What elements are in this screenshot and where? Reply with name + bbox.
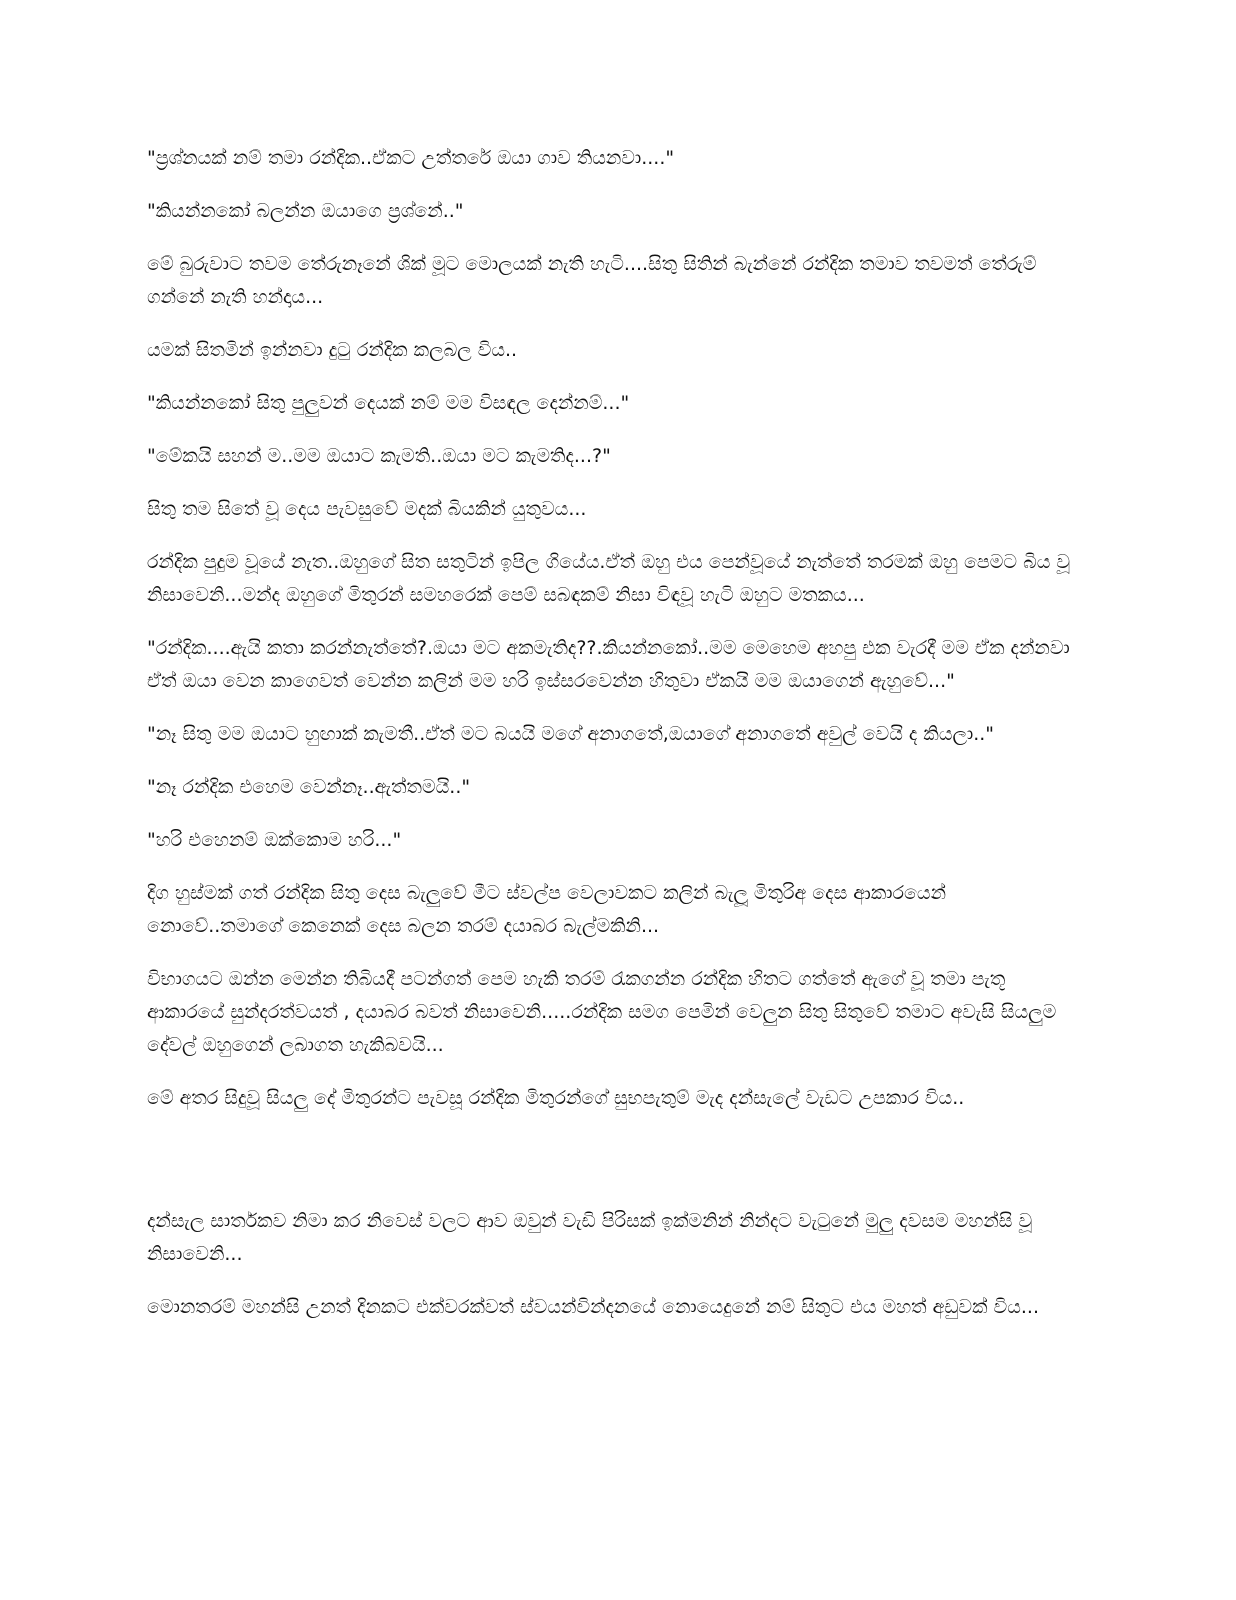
paragraph: "නෑ රන්දික එහෙම වෙන්නෑ..ඇත්තමයි.." (147, 776, 471, 798)
paragraph: යමක් සිතමින් ඉන්නවා දුටු රන්දික කලබල විය.. (147, 339, 518, 361)
paragraph: රන්දික පුදුම වූයේ නැත..ඔහුගේ සිත සතුටින් ඉපිල ගියේය.ඒත් ඔහු එය පෙන්වූයේ නැත්තේ තරමක් ඔහු පෙමට බිය වූ නිසාවෙනි...මන්ද ඔහුගේ මිතුරන් සමහරෙක් පෙම් සබඳකම් නිසා විඳවූ හැටි ඔහුට මතකය... (147, 551, 1071, 606)
paragraph: මේ අතර සිදුවූ සියලු දේ මිතුරන්ට පැවසූ රන්දික මිතුරන්ගේ සුභපැතුම් මැද දන්සැලේ වැඩට උපකාර විය.. (147, 1087, 965, 1109)
paragraph: "හරි එහෙනම් ඔක්කොම හරි..." (147, 829, 402, 851)
paragraph: "මේකයි සහන් ම..මම ඔයාට කැමති..ඔයා මට කැමතිද...?" (147, 445, 611, 467)
document-body (147, 142, 1077, 1344)
paragraph: "ප්‍රශ්නයක් නම් තමා රන්දික..ඒකට උත්තරේ ඔයා ගාව තියනවා...." (147, 147, 675, 169)
paragraph: "කියන්නකෝ සිතු පුලුවන් දෙයක් නම් මම විසඳල දෙන්නම්..." (147, 392, 630, 414)
paragraph: "රන්දික....ඇයි කතා කරන්නැත්තේ?.ඔයා මට අකමැතිද??.කියන්නකෝ..මම මෙහෙම අහපු එක වැරදී මම ඒක දන්නවා ඒත් ඔයා වෙන කාගෙවත් වෙන්න කලින් මම හරි ඉස්සරවෙන්න හිතුවා ඒකයි මම ඔයාගෙන් ඇහුවේ..." (147, 637, 1070, 692)
paragraph: සිතු තම සිතේ වූ දෙය පැවසුවේ මදක් බියකින් යුතුවය... (147, 498, 587, 520)
paragraph: දිග හුස්මක් ගත් රන්දික සිතු දෙස බැලුවේ මීට ස්වල්ප වෙලාවකට කලින් බැලූ මිතුරිඅ දෙස ආකාරයෙන් නොවේ..තමාගේ කෙනෙක් දෙස බලන තරම් දයාබර බැල්මකිනි... (147, 882, 947, 937)
paragraph: මොනතරම් මහන්සි උනත් දිනකට එක්වරක්වත් ස්වයන්වින්දනයේ නොයෙදුනේ නම් සිතුට එය මහත් අඩුවක් විය... (147, 1296, 1039, 1318)
paragraph: විභාගයට ඔන්න මෙන්න තිබියදී පටන්ගත් පෙම හැකි තරම් රැකගන්න රන්දික හිතට ගත්තේ ඇගේ වූ තමා පැතූ ආකාරයේ සුන්දරත්වයත් , දයාබර බවත් නිසාවෙනි.....රන්දික සමග පෙමින් වෙලුන සිතු සිතුවේ තමාට අවැසි සියලුම දේවල් ඔහුගෙන් ලබාගත හැකිබවයි... (147, 968, 1057, 1056)
paragraph: දන්සැල සාර්තකව නිමා කර නිවෙස් වලට ආව ඔවුන් වැඩි පිරිසක් ඉක්මනින් නින්දට වැටුනේ මුලු දවසම මහන්සි වූ නිසාවෙනි... (147, 1210, 1033, 1265)
paragraph: "නෑ සිතු මම ඔයාට හුඟාක් කැමතී..ඒත් මට බයයි මගේ අනාගතේ,ඔයාගේ අනාගතේ අවුල් වෙයි ද කියලා.." (147, 723, 995, 745)
paragraph: මේ බුරුවාට තවම තේරුනෑනේ ශික් මූට මොලයක් නැති හැටි....සිතු සිතින් බැන්නේ රන්දික තමාව තවමත් තේරුම් ගන්නේ නැති හන්දාය... (147, 253, 1037, 308)
paragraph: "කියන්නකෝ බලන්න ඔයාගෙ ප්‍රශ්නේ.." (147, 200, 464, 222)
section-break (147, 1135, 1077, 1205)
